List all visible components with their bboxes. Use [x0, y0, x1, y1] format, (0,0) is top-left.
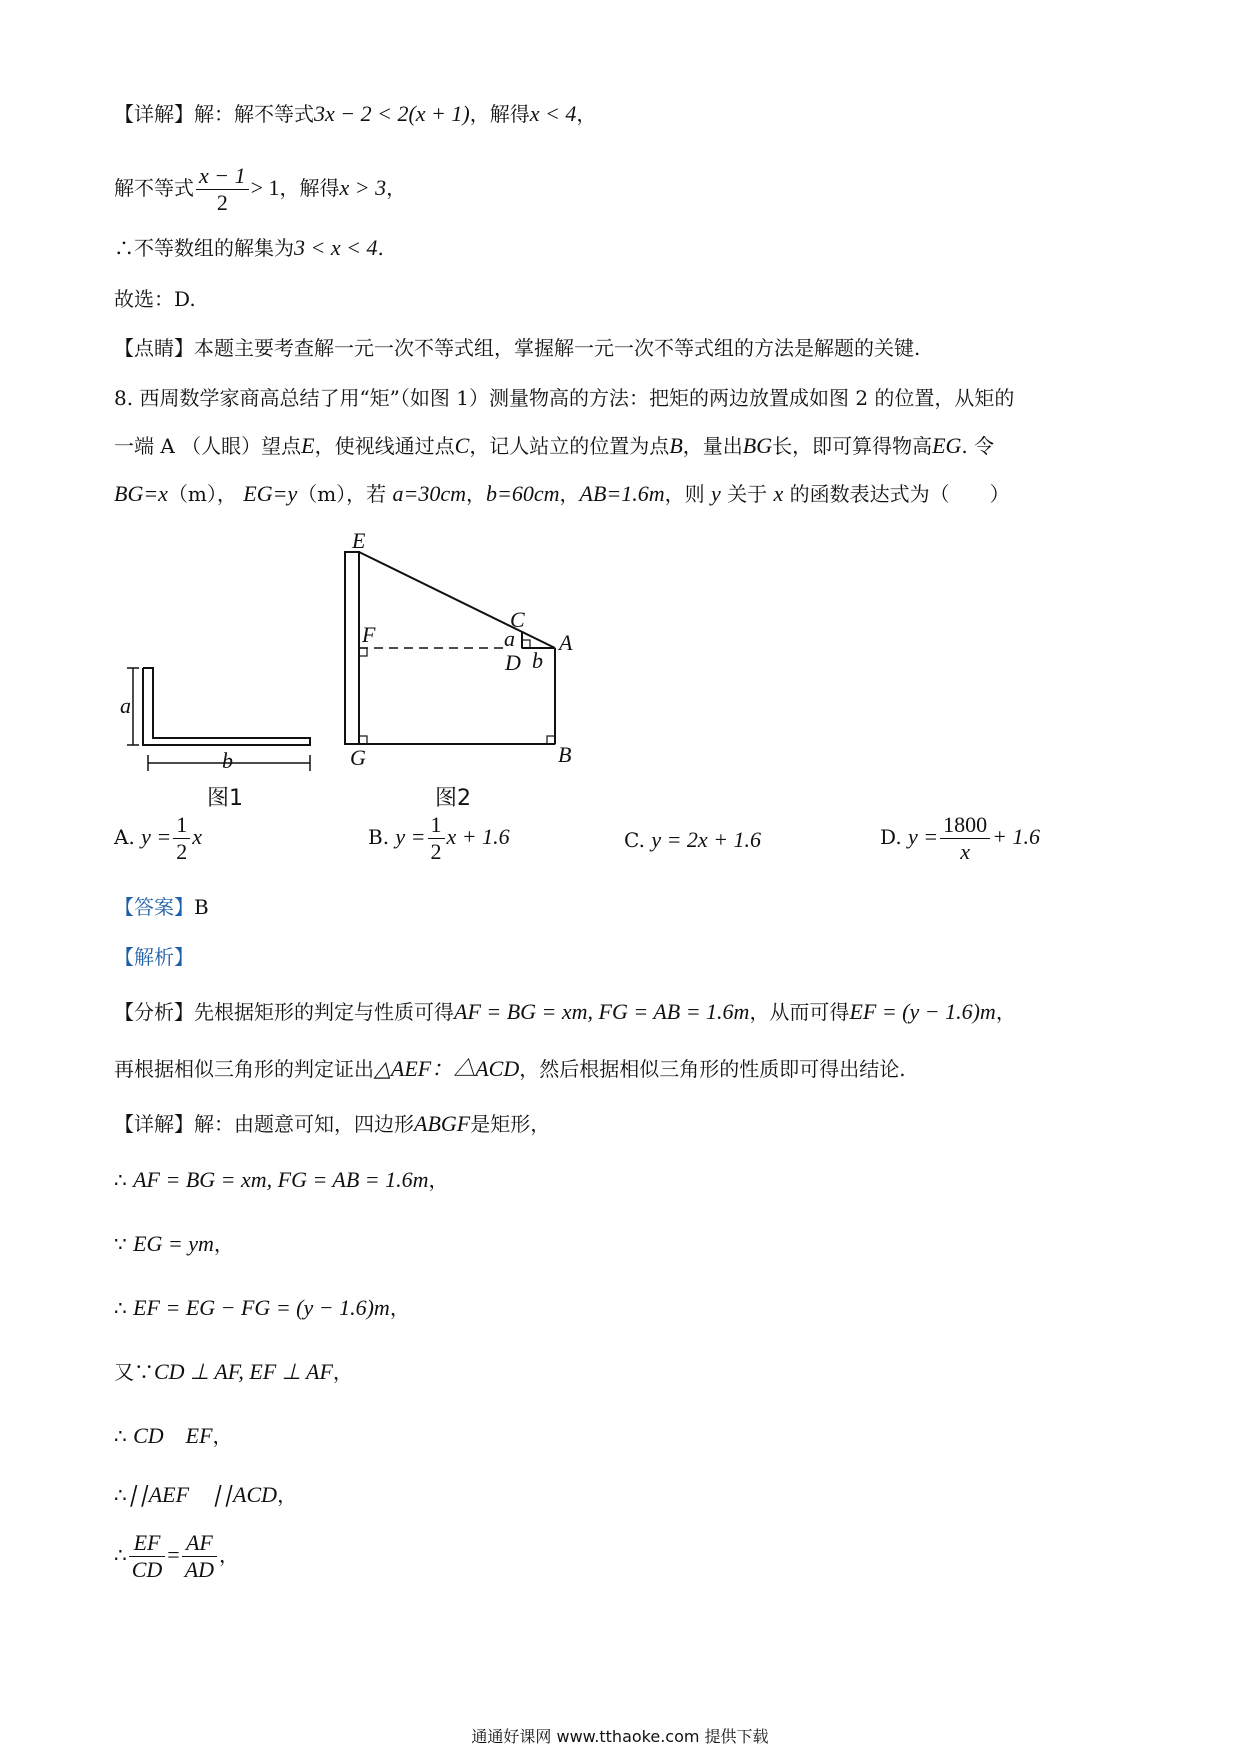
answer-value: B	[194, 895, 209, 919]
fenxi-line-1: 【分析】先根据矩形的判定与性质可得AF = BG = xm, FG = AB = 1.6m，从而可得EF = (y − 1.6)m，	[114, 999, 1016, 1024]
fig2-caption: 图2	[435, 786, 471, 811]
fenxi-label: 【分析】	[114, 1000, 194, 1024]
footer-watermark: 通通好课网 www.tthaoke.com 提供下载	[471, 1727, 769, 1746]
question-8-line-2: 一端 A （人眼）望点E，使视线通过点C，记人站立的位置为点B，量出BG长，即可算得物高EG. 令	[114, 433, 995, 458]
label-a-fig1: a	[120, 693, 131, 718]
answer-line	[114, 893, 209, 921]
xiangjie-line: 【详解】解：由题意可知，四边形ABGF是矩形，	[114, 1111, 551, 1136]
step-line: 又∵CD ⊥ AF, EF ⊥ AF，	[114, 1359, 353, 1384]
fig1-caption: 图1	[207, 786, 243, 811]
step-line: ∴ AF = BG = xm, FG = AB = 1.6m，	[114, 1167, 449, 1192]
option-a: A. y = $\frac{1}{2}$ x	[114, 812, 203, 864]
fenxi-line-2: 再根据相似三角形的判定证出△AEF：△ACD，然后根据相似三角形的性质即可得出结论.	[114, 1056, 906, 1081]
label-F: F	[362, 622, 376, 647]
label-b-fig1: b	[222, 748, 233, 773]
question-8-line-3: BG=x（m）， EG=y（m），若 a=30cm，b=60cm，AB=1.6m，则 y 关于 x 的函数表达式为（ ）	[114, 481, 1010, 506]
solution-line-2: 解不等式 $\frac{x - 1}{2}$ > 1，解得x > 3，	[114, 163, 407, 215]
analysis-label: 【解析】	[114, 945, 194, 969]
label-C: C	[510, 607, 525, 632]
label-b-fig2: b	[532, 648, 543, 673]
option-b: B. y = $\frac{1}{2}$ x + 1.6	[368, 812, 510, 864]
geometry-figure	[114, 525, 604, 815]
label-E: E	[352, 528, 366, 553]
comment-line: 【点睛】本题主要考查解一元一次不等式组，掌握解一元一次不等式组的方法是解题的关键.	[114, 336, 921, 360]
label-a-fig2: a	[504, 626, 515, 651]
step-line: ∴ EF = EG − FG = (y − 1.6)m，	[114, 1295, 410, 1320]
solution-line-3: ∴不等数组的解集为3 < x < 4.	[114, 235, 384, 260]
solution-line-1: 【详解】解：解不等式3x − 2 < 2(x + 1)，解得x < 4，	[114, 101, 597, 126]
fig1-ruler	[143, 668, 310, 745]
option-c: C. y = 2x + 1.6	[624, 827, 762, 852]
choice-line: 故选：D.	[114, 287, 196, 311]
detail-label: 【详解】	[114, 102, 194, 126]
comment-label: 【点睛】	[114, 336, 194, 360]
step-line: ∴ CD EF，	[114, 1423, 233, 1448]
label-A: A	[559, 630, 573, 655]
fig2-sightline-EA	[359, 552, 555, 648]
label-D: D	[505, 650, 521, 675]
label-G: G	[350, 745, 366, 770]
step-line: ∴∣∣AEF ∣∣ACD，	[114, 1482, 298, 1507]
step-line-ratio: ∴ $\frac{EF}{CD}$ = $\frac{AF}{AD}$ ，	[114, 1530, 240, 1582]
fig2-pole	[345, 552, 359, 744]
option-d: D. y = $\frac{1800}{x}$ + 1.6	[880, 812, 1041, 864]
xiangjie-label: 【详解】	[114, 1112, 194, 1136]
step-line: ∵ EG = ym，	[114, 1231, 234, 1256]
fraction: $\frac{x - 1}{2}$	[196, 163, 249, 216]
question-8-line-1: 8. 西周数学家商高总结了用“矩”（如图 1）测量物高的方法：把矩的两边放置成如图 2 的位置，从矩的	[114, 386, 1015, 410]
label-B: B	[558, 742, 572, 767]
answer-label: 【答案】	[114, 895, 194, 919]
